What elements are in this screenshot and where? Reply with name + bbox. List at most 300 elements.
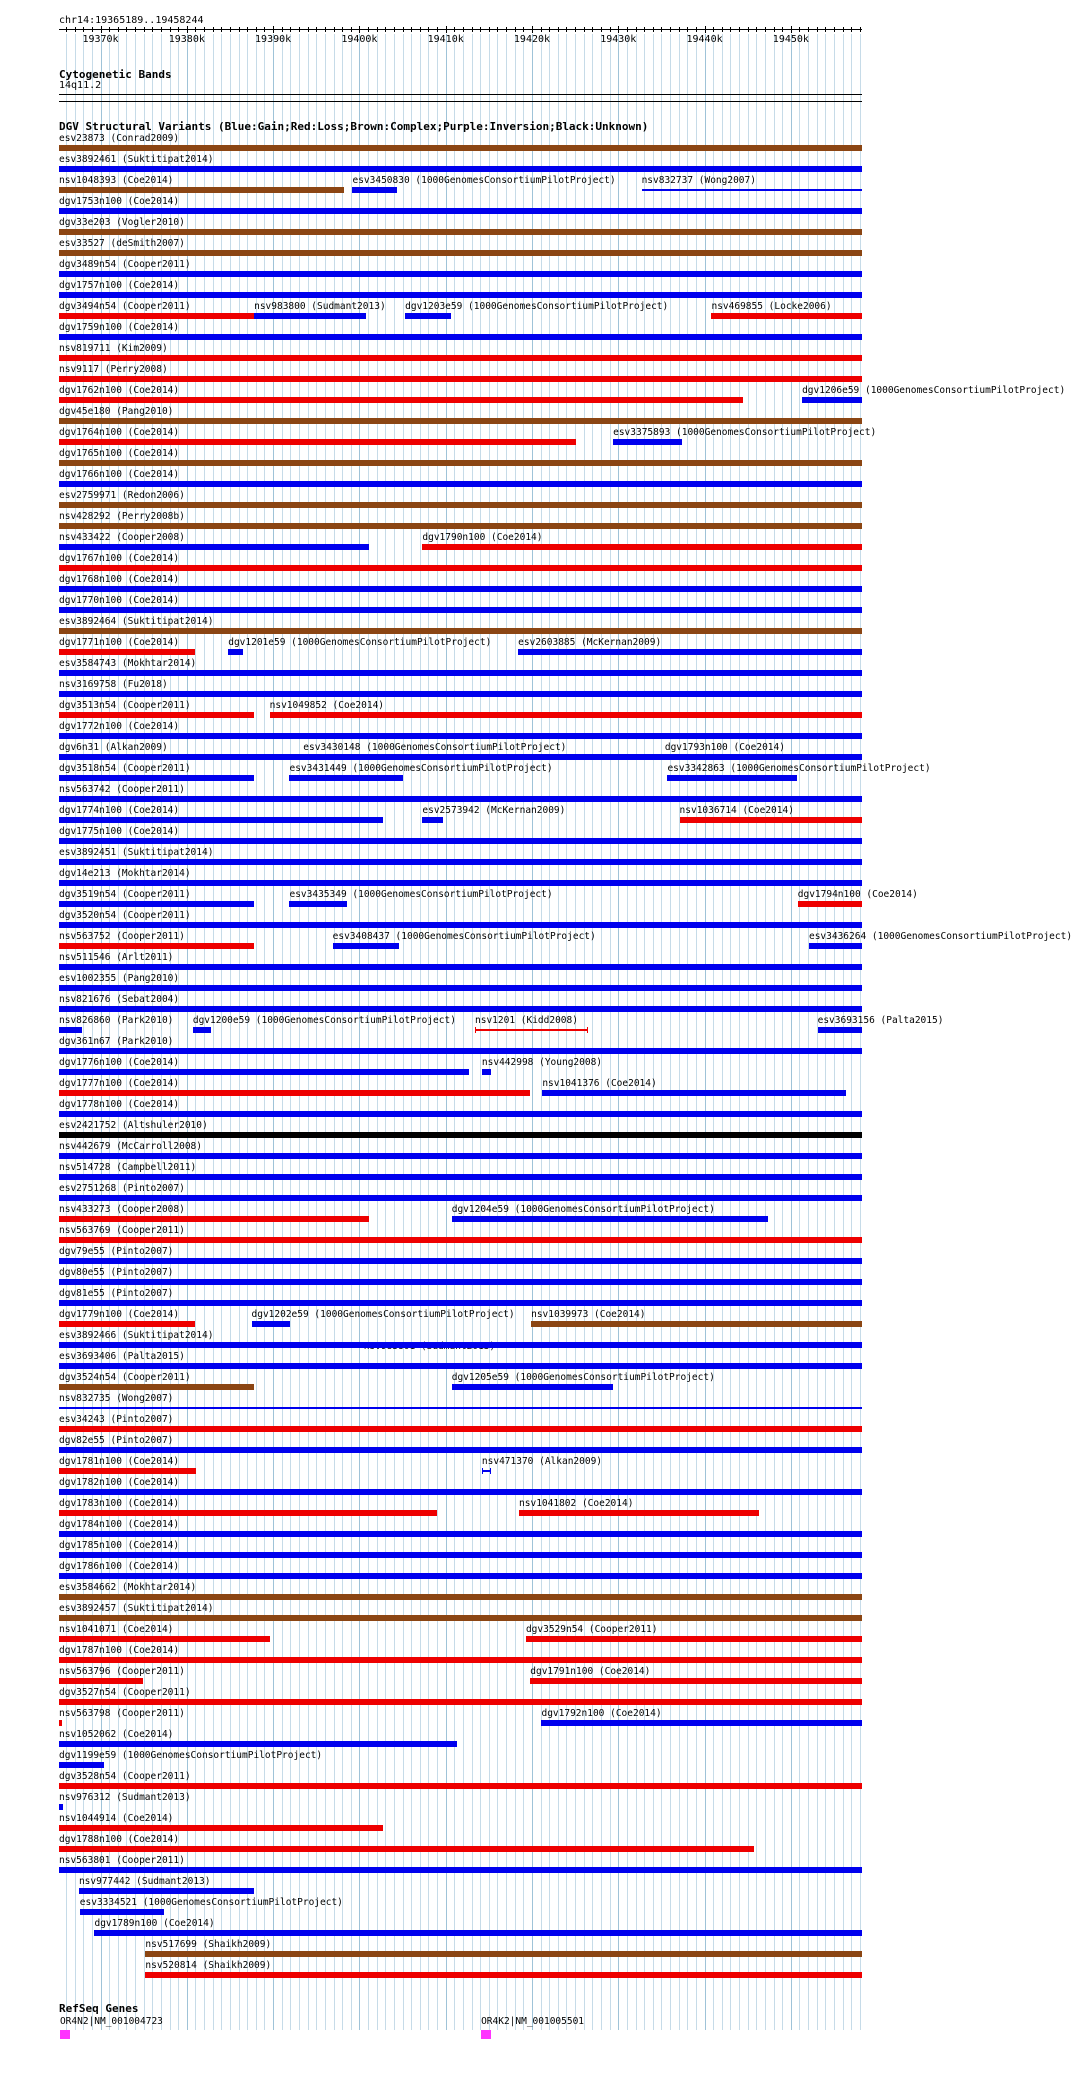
gene-feature[interactable] [481, 2030, 491, 2039]
variant-label[interactable]: esv3342863 (1000GenomesConsortiumPilotProject) [667, 763, 931, 774]
variant-label[interactable]: dgv1779n100 (Coe2014) [59, 1309, 180, 1320]
variant-bar-gain[interactable] [59, 796, 862, 802]
variant-label[interactable]: dgv81e55 (Pinto2007) [59, 1288, 174, 1299]
variant-bar-gain[interactable] [59, 775, 254, 781]
variant-label[interactable]: dgv1202e59 (1000GenomesConsortiumPilotProject) [251, 1309, 515, 1320]
variant-bar-gain[interactable] [59, 1741, 457, 1747]
variant-label[interactable]: dgv1201e59 (1000GenomesConsortiumPilotProject) [228, 637, 492, 648]
variant-bar-gain[interactable] [364, 1342, 862, 1348]
variant-label[interactable]: nsv977442 (Sudmant2013) [78, 1876, 211, 1887]
variant-bar-gain[interactable] [59, 544, 369, 550]
variant-bar-complex[interactable] [59, 229, 862, 235]
variant-bar-loss[interactable] [59, 313, 254, 319]
variant-label[interactable]: dgv1784n100 (Coe2014) [59, 1519, 180, 1530]
gene-label[interactable]: OR4K2|NM_001005501 [481, 2016, 585, 2027]
variant-bar-cap [809, 943, 810, 949]
ruler-tick [584, 27, 585, 32]
variant-bar-loss[interactable] [59, 1720, 62, 1726]
ruler-tick [817, 27, 818, 32]
variant-label[interactable]: dgv82e55 (Pinto2007) [59, 1435, 174, 1446]
ruler-tick [178, 27, 179, 32]
variant-label[interactable]: nsv3169758 (Fu2018) [59, 679, 168, 690]
variant-bar-complex[interactable] [59, 523, 862, 529]
ruler-tick [575, 27, 576, 32]
variant-bar-loss[interactable] [526, 1636, 862, 1642]
variant-label[interactable]: esv2421752 (Altshuler2010) [59, 1120, 208, 1131]
variant-label[interactable]: dgv361n67 (Park2010) [59, 1036, 174, 1047]
variant-label[interactable]: dgv1206e59 (1000GenomesConsortiumPilotProject) [802, 385, 1066, 396]
variant-bar-gain[interactable] [802, 397, 862, 403]
variant-bar-gain[interactable] [59, 607, 862, 613]
variant-bar-gain[interactable] [665, 754, 862, 760]
variant-bar-loss[interactable] [59, 1825, 383, 1831]
ruler-tick [661, 27, 662, 32]
variant-label[interactable]: nsv819711 (Kim2009) [59, 343, 168, 354]
variant-label[interactable]: nsv1041071 (Coe2014) [59, 1624, 174, 1635]
variant-label[interactable]: dgv1777n100 (Coe2014) [59, 1078, 180, 1089]
variant-label[interactable]: dgv3527n54 (Cooper2011) [59, 1687, 191, 1698]
chromosome-location: chr14:19365189..19458244 [59, 15, 204, 26]
ruler-tick [549, 27, 550, 32]
variant-label[interactable]: esv23873 (Conrad2009) [59, 133, 180, 144]
variant-label[interactable]: dgv1764n100 (Coe2014) [59, 427, 180, 438]
variant-label[interactable]: dgv1762n100 (Coe2014) [59, 385, 180, 396]
variant-label[interactable]: dgv80e55 (Pinto2007) [59, 1267, 174, 1278]
variant-label[interactable]: nsv1036714 (Coe2014) [679, 805, 794, 816]
variant-bar-gain[interactable] [333, 943, 399, 949]
variant-label[interactable]: dgv1787n100 (Coe2014) [59, 1645, 180, 1656]
variant-bar-gain[interactable] [59, 1006, 862, 1012]
variant-bar-gain[interactable] [59, 817, 383, 823]
variant-bar-gain[interactable] [667, 775, 796, 781]
variant-label[interactable]: esv33527 (deSmith2007) [59, 238, 185, 249]
ruler-tick [187, 26, 188, 33]
variant-bar-loss[interactable] [59, 712, 254, 718]
variant-bar-gain[interactable] [541, 1720, 862, 1726]
gene-feature[interactable] [60, 2030, 70, 2039]
variant-label[interactable]: dgv1789n100 (Coe2014) [94, 1918, 215, 1929]
variant-bar-gain[interactable] [59, 1174, 862, 1180]
variant-bar-gain[interactable] [59, 670, 862, 676]
variant-bar-loss[interactable] [680, 817, 862, 823]
variant-bar-complex[interactable] [59, 187, 344, 193]
variant-bar-gain[interactable] [59, 1531, 862, 1537]
variant-label[interactable]: nsv511546 (Arlt2011) [59, 952, 174, 963]
variant-label[interactable]: dgv33e203 (Vogler2010) [59, 217, 185, 228]
variant-label[interactable]: dgv3524n54 (Cooper2011) [59, 1372, 191, 1383]
variant-bar-loss[interactable] [59, 565, 862, 571]
variant-bar-gain[interactable] [59, 1804, 63, 1810]
ruler-tick [558, 27, 559, 32]
variant-label[interactable]: dgv1759n100 (Coe2014) [59, 322, 180, 333]
variant-bar-cap [80, 1909, 81, 1915]
variant-bar-loss[interactable] [59, 1237, 862, 1243]
variant-bar-gain[interactable] [289, 775, 403, 781]
variant-bar-cap [396, 187, 397, 193]
variant-bar-gain[interactable] [59, 1552, 862, 1558]
variant-bar-complex[interactable] [59, 418, 862, 424]
variant-label[interactable]: esv34243 (Pinto2007) [59, 1414, 174, 1425]
variant-label[interactable]: esv3892461 (Suktitipat2014) [59, 154, 214, 165]
ruler-tick [83, 27, 84, 32]
variant-bar-loss[interactable] [59, 376, 862, 382]
variant-bar-gain[interactable] [818, 1027, 862, 1033]
variant-bar-gain[interactable] [542, 1090, 846, 1096]
variant-label[interactable]: nsv1052062 (Coe2014) [59, 1729, 174, 1740]
variant-label[interactable]: dgv1766n100 (Coe2014) [59, 469, 180, 480]
variant-bar-loss[interactable] [422, 544, 862, 550]
variant-label[interactable]: dgv1204e59 (1000GenomesConsortiumPilotProject) [451, 1204, 715, 1215]
variant-label[interactable]: nsv469855 (Locke2006) [711, 301, 832, 312]
variant-bar-gain[interactable] [59, 1258, 862, 1264]
variant-bar-gain[interactable] [452, 1384, 613, 1390]
variant-label[interactable]: dgv1776n100 (Coe2014) [59, 1057, 180, 1068]
variant-bar-loss[interactable] [59, 1846, 754, 1852]
variant-label[interactable]: dgv3528n54 (Cooper2011) [59, 1771, 191, 1782]
variant-label[interactable]: nsv1039973 (Coe2014) [531, 1309, 646, 1320]
variant-label[interactable]: nsv563801 (Cooper2011) [59, 1855, 185, 1866]
variant-label[interactable]: esv2573942 (McKernan2009) [422, 805, 566, 816]
ruler-tick [489, 27, 490, 32]
variant-bar-complex[interactable] [59, 1384, 254, 1390]
variant-bar-gain[interactable] [59, 1153, 862, 1159]
variant-label[interactable]: esv3584662 (Mokhtar2014) [59, 1582, 197, 1593]
variant-label[interactable]: nsv471370 (Alkan2009) [481, 1456, 603, 1467]
variant-label[interactable]: nsv428292 (Perry2008b) [59, 511, 185, 522]
variant-bar-loss[interactable] [59, 355, 862, 361]
variant-label[interactable]: nsv832737 (Wong2007) [641, 175, 756, 186]
variant-bar-complex[interactable] [59, 502, 862, 508]
variant-bar-gain[interactable] [422, 817, 443, 823]
variant-label[interactable]: esv3436264 (1000GenomesConsortiumPilotProject) [808, 931, 1072, 942]
ruler-tick [394, 27, 395, 32]
ruler-tick [791, 26, 792, 33]
variant-bar-loss[interactable] [270, 712, 862, 718]
variant-label[interactable]: nsv1201 (Kidd2008) [475, 1015, 578, 1026]
variant-label[interactable]: nsv1041376 (Coe2014) [542, 1078, 657, 1089]
variant-label[interactable]: esv3450830 (1000GenomesConsortiumPilotProject) [352, 175, 616, 186]
variant-label[interactable]: esv3431449 (1000GenomesConsortiumPilotProject) [289, 763, 553, 774]
variant-bar-loss[interactable] [59, 1783, 862, 1789]
variant-label[interactable]: nsv1044914 (Coe2014) [59, 1813, 174, 1824]
ruler-tick [247, 27, 248, 32]
ruler-tick [342, 27, 343, 32]
ruler-tick [497, 27, 498, 32]
variant-bar-complex[interactable] [59, 1594, 862, 1600]
variant-label[interactable]: dgv1792n100 (Coe2014) [541, 1708, 662, 1719]
variant-bar-gain[interactable] [59, 1407, 862, 1409]
variant-label[interactable]: dgv79e55 (Pinto2007) [59, 1246, 174, 1257]
variant-bar-loss[interactable] [59, 1699, 862, 1705]
variant-label[interactable]: nsv563796 (Cooper2011) [59, 1666, 185, 1677]
cytoband-track-title[interactable]: Cytogenetic Bands [59, 68, 172, 81]
ruler-tick [601, 27, 602, 32]
variant-bar-gain[interactable] [252, 1321, 291, 1327]
variant-bar-gain[interactable] [452, 1216, 768, 1222]
variant-label[interactable]: esv3435349 (1000GenomesConsortiumPilotProject) [289, 889, 553, 900]
variant-label[interactable]: dgv1768n100 (Coe2014) [59, 574, 180, 585]
ruler-tick [644, 27, 645, 32]
variant-label[interactable]: nsv832735 (Wong2007) [59, 1393, 174, 1404]
variant-label[interactable]: nsv821676 (Sebat2004) [59, 994, 180, 1005]
variant-label[interactable]: dgv1757n100 (Coe2014) [59, 280, 180, 291]
variant-label[interactable]: dgv3513n54 (Cooper2011) [59, 700, 191, 711]
variant-bar-gain[interactable] [80, 1909, 165, 1915]
variant-label[interactable]: nsv433273 (Cooper2008) [59, 1204, 185, 1215]
variant-bar-gain[interactable] [59, 1069, 469, 1075]
variant-label[interactable]: dgv1793n100 (Coe2014) [664, 742, 785, 753]
variant-label[interactable]: dgv1772n100 (Coe2014) [59, 721, 180, 732]
ruler-tick [368, 27, 369, 32]
variant-label[interactable]: nsv1049852 (Coe2014) [269, 700, 385, 711]
ruler-tick-label: 19400k [341, 34, 378, 45]
variant-bar-cap [352, 754, 353, 760]
ruler-tick [782, 27, 783, 32]
variant-label[interactable]: dgv1767n100 (Coe2014) [59, 553, 180, 564]
variant-label[interactable]: nsv563798 (Cooper2011) [59, 1708, 185, 1719]
variant-label[interactable]: nsv976312 (Sudmant2013) [59, 1792, 191, 1803]
variant-label[interactable]: dgv14e213 (Mokhtar2014) [59, 868, 191, 879]
variant-label[interactable]: dgv1782n100 (Coe2014) [59, 1477, 180, 1488]
variant-bar-complex[interactable] [145, 1951, 862, 1957]
ruler-tick [334, 27, 335, 32]
variant-bar-gain[interactable] [59, 838, 862, 844]
variant-bar-gain[interactable] [59, 271, 862, 277]
variant-bar-complex[interactable] [59, 628, 862, 634]
variant-label[interactable]: dgv1788n100 (Coe2014) [59, 1834, 180, 1845]
variant-label[interactable]: nsv9117 (Perry2008) [59, 364, 168, 375]
variant-label[interactable]: dgv1774n100 (Coe2014) [59, 805, 180, 816]
variant-label[interactable]: esv3584743 (Mokhtar2014) [59, 658, 197, 669]
variant-label[interactable]: dgv1790n100 (Coe2014) [422, 532, 543, 543]
variant-label[interactable]: esv3892451 (Suktitipat2014) [59, 847, 214, 858]
variant-bar-complex[interactable] [59, 460, 862, 466]
variant-label[interactable]: dgv1781n100 (Coe2014) [59, 1456, 180, 1467]
variant-label[interactable]: dgv1778n100 (Coe2014) [59, 1099, 180, 1110]
cytoband-line [59, 94, 862, 95]
variant-bar-gain[interactable] [59, 1867, 862, 1873]
variant-label[interactable]: esv3408437 (1000GenomesConsortiumPilotProject) [332, 931, 596, 942]
variant-bar-cap [796, 775, 797, 781]
ruler-tick [515, 27, 516, 32]
variant-label[interactable]: nsv514728 (Campbell2011) [59, 1162, 197, 1173]
variant-label[interactable]: dgv1200e59 (1000GenomesConsortiumPilotProject) [192, 1015, 456, 1026]
ruler-tick [170, 27, 171, 32]
variant-bar-gain[interactable] [59, 481, 862, 487]
variant-bar-gain[interactable] [613, 439, 682, 445]
variant-bar-loss[interactable] [59, 1216, 369, 1222]
ruler-tick [126, 27, 127, 32]
variant-bar-gain[interactable] [289, 901, 347, 907]
variant-bar-gain[interactable] [59, 1027, 82, 1033]
variant-bar-gain[interactable] [59, 880, 862, 886]
variant-bar-gain[interactable] [94, 1930, 862, 1936]
variant-bar-loss[interactable] [798, 901, 862, 907]
variant-bar-gain[interactable] [59, 1111, 862, 1117]
variant-label[interactable]: nsv563769 (Cooper2011) [59, 1225, 185, 1236]
refseq-track-title[interactable]: RefSeq Genes [59, 2002, 139, 2015]
variant-label[interactable]: nsv1041802 (Coe2014) [519, 1498, 634, 1509]
variant-label[interactable]: esv3375893 (1000GenomesConsortiumPilotProject) [613, 427, 877, 438]
variant-bar-gain[interactable] [59, 1300, 862, 1306]
variant-label[interactable]: nsv1048393 (Coe2014) [59, 175, 174, 186]
variant-bar-complex[interactable] [59, 145, 862, 151]
variant-bar-gain[interactable] [59, 1489, 862, 1495]
variant-bar-gain[interactable] [59, 1762, 104, 1768]
variant-bar-unknown[interactable] [59, 1132, 862, 1138]
variant-bar-gain[interactable] [59, 1447, 862, 1453]
variant-label[interactable]: dgv1205e59 (1000GenomesConsortiumPilotProject) [451, 1372, 715, 1383]
variant-label[interactable]: nsv563752 (Cooper2011) [59, 931, 185, 942]
variant-bar-loss[interactable] [519, 1510, 759, 1516]
variant-bar-loss[interactable] [59, 1510, 437, 1516]
variant-label[interactable]: nsv517699 (Shaikh2009) [145, 1939, 272, 1950]
variant-label[interactable]: dgv1771n100 (Coe2014) [59, 637, 180, 648]
variant-label[interactable]: esv2751268 (Pinto2007) [59, 1183, 185, 1194]
variant-label[interactable]: nsv563742 (Cooper2011) [59, 784, 185, 795]
ruler-tick [385, 27, 386, 32]
variant-label[interactable]: esv3693156 (Palta2015) [817, 1015, 944, 1026]
variant-bar-loss[interactable] [59, 1678, 143, 1684]
variant-label[interactable]: esv3892466 (Suktitipat2014) [59, 1330, 214, 1341]
ruler-tick [308, 27, 309, 32]
variant-label[interactable]: dgv1770n100 (Coe2014) [59, 595, 180, 606]
variant-label[interactable]: dgv3529n54 (Cooper2011) [525, 1624, 658, 1635]
variant-bar-loss[interactable] [59, 1468, 196, 1474]
variant-label[interactable]: esv2603885 (McKernan2009) [518, 637, 662, 648]
variant-bar-loss[interactable] [59, 439, 576, 445]
variant-bar-gain[interactable] [254, 313, 366, 319]
variant-bar-loss[interactable] [711, 313, 862, 319]
variant-bar-gain[interactable] [193, 1027, 211, 1033]
variant-bar-gain[interactable] [59, 733, 862, 739]
variant-bar-complex[interactable] [531, 1321, 862, 1327]
variant-label[interactable]: dgv6n31 (Alkan2009) [59, 742, 168, 753]
variant-bar-gain[interactable] [59, 964, 862, 970]
variant-bar-gain[interactable] [59, 1048, 862, 1054]
ruler-tick [446, 26, 447, 33]
ruler-tick [195, 27, 196, 32]
variant-label[interactable]: dgv1786n100 (Coe2014) [59, 1561, 180, 1572]
gene-label[interactable]: OR4N2|NM_001004723 [59, 2016, 163, 2027]
variant-bar-gain[interactable] [518, 649, 862, 655]
variant-bar-gain[interactable] [59, 1279, 862, 1285]
variant-label[interactable]: nsv826860 (Park2010) [59, 1015, 174, 1026]
ruler-tick [118, 27, 119, 32]
variant-label[interactable]: esv3892464 (Suktitipat2014) [59, 616, 214, 627]
variant-bar-complex[interactable] [59, 250, 862, 256]
variant-bar-gain[interactable] [59, 292, 862, 298]
variant-bar-gain[interactable] [59, 922, 862, 928]
variant-label[interactable]: dgv1791n100 (Coe2014) [530, 1666, 651, 1677]
variant-label[interactable]: dgv3519n54 (Cooper2011) [59, 889, 191, 900]
variant-label[interactable]: dgv1203e59 (1000GenomesConsortiumPilotProject) [405, 301, 669, 312]
variant-bar-loss[interactable] [59, 1426, 862, 1432]
variant-label[interactable]: nsv983800 (Sudmant2013) [254, 301, 386, 312]
variant-label[interactable]: esv1002355 (Pang2010) [59, 973, 180, 984]
variant-bar-gain[interactable] [59, 586, 862, 592]
variant-bar-gain[interactable] [59, 1363, 862, 1369]
variant-bar-gain[interactable] [59, 985, 862, 991]
ruler-tick [472, 27, 473, 32]
variant-label[interactable]: nsv520814 (Shaikh2009) [145, 1960, 272, 1971]
variant-bar-cap [289, 775, 290, 781]
variant-bar-gain[interactable] [405, 313, 451, 319]
variant-bar-loss[interactable] [475, 1029, 588, 1031]
variant-bar-gain[interactable] [642, 189, 862, 191]
variant-bar-gain[interactable] [59, 166, 862, 172]
variant-label[interactable]: dgv1794n100 (Coe2014) [797, 889, 918, 900]
dgv-track-title[interactable]: DGV Structural Variants (Blue:Gain;Red:Loss;Brown:Complex;Purple:Inversion;Black:Unknown) [59, 120, 649, 133]
variant-bar-gain[interactable] [59, 208, 862, 214]
variant-bar-cap [352, 187, 353, 193]
variant-bar-loss[interactable] [59, 1657, 862, 1663]
variant-label[interactable]: dgv1775n100 (Coe2014) [59, 826, 180, 837]
variant-bar-gain[interactable] [59, 334, 862, 340]
variant-label[interactable]: dgv45e180 (Pang2010) [59, 406, 174, 417]
variant-label[interactable]: nsv433422 (Cooper2008) [59, 532, 185, 543]
variant-label[interactable]: dgv3518n54 (Cooper2011) [59, 763, 191, 774]
variant-bar-loss[interactable] [59, 943, 254, 949]
ruler-tick [739, 27, 740, 32]
variant-bar-gain[interactable] [59, 691, 862, 697]
variant-bar-gain[interactable] [79, 1888, 254, 1894]
variant-label[interactable]: dgv1785n100 (Coe2014) [59, 1540, 180, 1551]
variant-label[interactable]: esv2759971 (Redon2006) [59, 490, 185, 501]
variant-bar-gain[interactable] [482, 1069, 491, 1075]
variant-bar-gain[interactable] [352, 187, 396, 193]
variant-bar-gain[interactable] [59, 1195, 862, 1201]
variant-bar-loss[interactable] [59, 649, 195, 655]
variant-label[interactable]: esv3892457 (Suktitipat2014) [59, 1603, 214, 1614]
variant-label[interactable]: esv3334521 (1000GenomesConsortiumPilotProject) [79, 1897, 343, 1908]
variant-label[interactable]: nsv442998 (Young2008) [481, 1057, 603, 1068]
variant-label[interactable]: dgv3494n54 (Cooper2011) [59, 301, 191, 312]
variant-bar-cap [490, 1468, 491, 1474]
variant-label[interactable]: dgv3520n54 (Cooper2011) [59, 910, 191, 921]
variant-bar-loss[interactable] [59, 397, 743, 403]
ruler-tick [359, 26, 360, 33]
ruler-tick-label: 19410k [427, 34, 464, 45]
ruler-tick [636, 27, 637, 32]
variant-label[interactable]: dgv1199e59 (1000GenomesConsortiumPilotProject) [59, 1750, 323, 1761]
ruler-tick [618, 26, 619, 33]
ruler-tick [748, 27, 749, 32]
variant-bar-loss[interactable] [145, 1972, 862, 1978]
variant-bar-loss[interactable] [59, 1636, 270, 1642]
ruler-tick [843, 27, 844, 32]
variant-bar-gain[interactable] [59, 901, 254, 907]
variant-label[interactable]: esv3693406 (Palta2015) [59, 1351, 185, 1362]
variant-bar-gain[interactable] [59, 1573, 862, 1579]
variant-label[interactable]: esv3430148 (1000GenomesConsortiumPilotProject) [303, 742, 567, 753]
variant-label[interactable]: dgv1765n100 (Coe2014) [59, 448, 180, 459]
variant-label[interactable]: nsv442679 (McCarroll2008) [59, 1141, 202, 1152]
variant-label[interactable]: dgv1753n100 (Coe2014) [59, 196, 180, 207]
variant-label[interactable]: dgv3489n54 (Cooper2011) [59, 259, 191, 270]
variant-bar-loss[interactable] [59, 1090, 530, 1096]
variant-bar-gain[interactable] [228, 649, 243, 655]
variant-bar-loss[interactable] [530, 1678, 862, 1684]
variant-bar-loss[interactable] [59, 1321, 195, 1327]
variant-bar-gain[interactable] [59, 859, 862, 865]
variant-bar-gain[interactable] [809, 943, 862, 949]
variant-label[interactable]: dgv1783n100 (Coe2014) [59, 1498, 180, 1509]
ruler-tick [679, 27, 680, 32]
variant-bar-gain[interactable] [303, 754, 353, 760]
variant-bar-cap [303, 754, 304, 760]
variant-bar-complex[interactable] [59, 1615, 862, 1621]
